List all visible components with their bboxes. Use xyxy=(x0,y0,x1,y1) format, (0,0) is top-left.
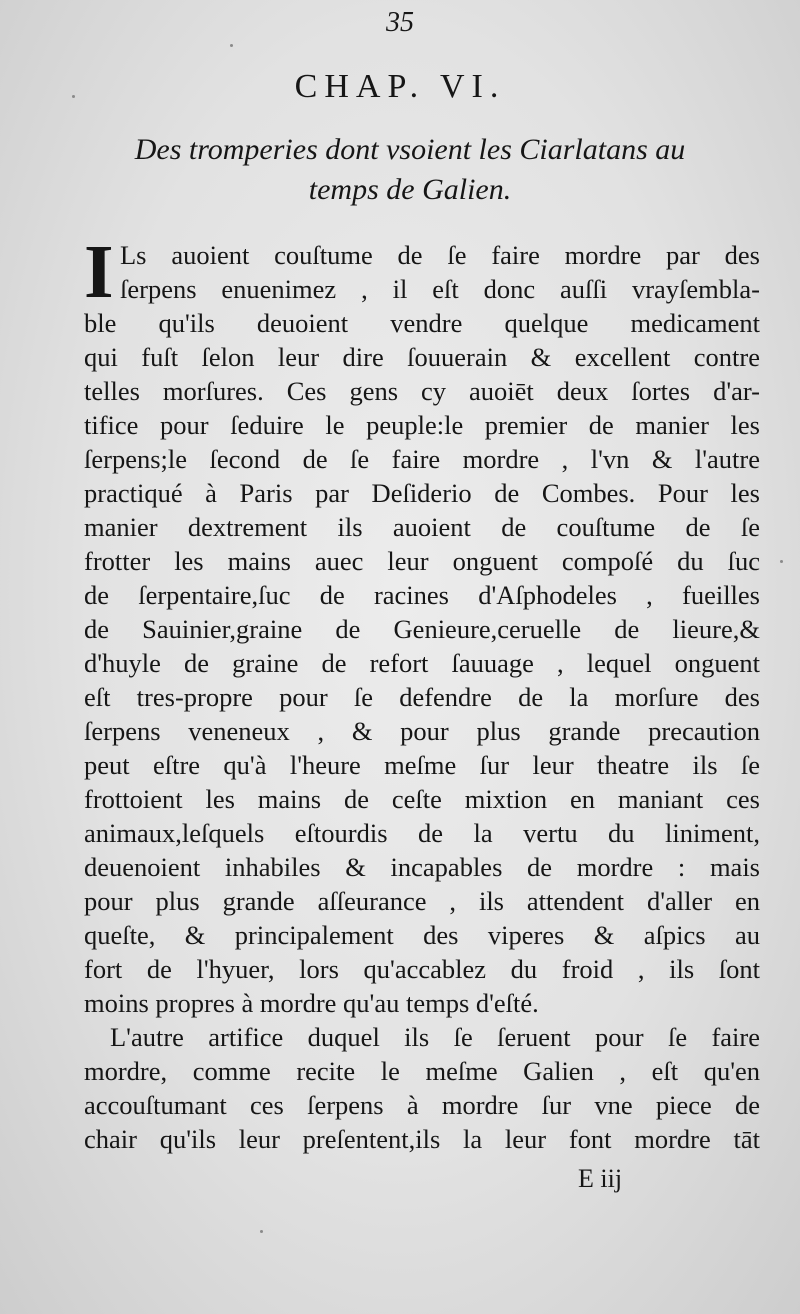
subtitle-line: temps de Galien. xyxy=(308,173,512,206)
text-line: de ſerpentaire,ſuc de racines d'Aſphodeles , fueilles xyxy=(84,580,760,610)
text-line: frotter les mains auec leur onguent compoſé du ſuc xyxy=(84,546,760,576)
text-line: queſte, & principalement des viperes & aſpics au xyxy=(84,920,760,950)
text-line: chair qu'ils leur preſentent,ils la leur font mordre tāt xyxy=(84,1124,760,1154)
text-line: frottoient les mains de ceſte mixtion en maniant ces xyxy=(84,784,760,814)
text-line: pour plus grande aſſeurance , ils attendent d'aller en xyxy=(84,886,760,916)
text-line: L'autre artifice duquel ils ſe ſeruent pour ſe faire xyxy=(110,1022,760,1052)
ink-speck xyxy=(780,560,783,563)
text-line: peut eſtre qu'à l'heure meſme ſur leur theatre ils ſe xyxy=(84,750,760,780)
drop-cap-letter: I xyxy=(84,230,114,314)
text-line: ſerpens;le ſecond de ſe faire mordre , l'vn & l'autre xyxy=(84,444,760,474)
text-line: d'huyle de graine de refort ſauuage , lequel onguent xyxy=(84,648,760,678)
ink-speck xyxy=(260,1230,263,1233)
text-line: fort de l'hyuer, lors qu'accablez du froid , ils ſont xyxy=(84,954,760,984)
text-line: de Sauinier,graine de Genieure,ceruelle de lieure,& xyxy=(84,614,760,644)
text-line: animaux,leſquels eſtourdis de la vertu du liniment, xyxy=(84,818,760,848)
text-line: manier dextrement ils auoient de couſtume de ſe xyxy=(84,512,760,542)
text-line: accouſtumant ces ſerpens à mordre ſur vne piece de xyxy=(84,1090,760,1120)
text-line: ſerpens veneneux , & pour plus grande precaution xyxy=(84,716,760,746)
signature-mark: E iij xyxy=(578,1164,623,1193)
text-line: ſerpens enuenimez , il eſt donc auſſi vrayſembla- xyxy=(120,274,760,304)
text-line: mordre, comme recite le meſme Galien , eſt qu'en xyxy=(84,1056,760,1086)
text-line: practiqué à Paris par Deſiderio de Combes. Pour les xyxy=(84,478,760,508)
text-line: Ls auoient couſtume de ſe faire mordre par des xyxy=(120,240,760,270)
ink-speck xyxy=(230,44,233,47)
subtitle-line: Des tromperies dont vsoient les Ciarlatans au xyxy=(134,133,686,166)
text-line: deuenoient inhabiles & incapables de mordre : mais xyxy=(84,852,760,882)
body-text xyxy=(84,230,760,1156)
ink-speck xyxy=(72,95,75,98)
page-number: 35 xyxy=(386,7,414,38)
text-line: eſt tres-propre pour ſe defendre de la morſure des xyxy=(84,682,760,712)
text-line: qui fuſt ſelon leur dire ſouuerain & excellent contre xyxy=(84,342,760,372)
text-line: ble qu'ils deuoient vendre quelque medicament xyxy=(84,308,760,338)
text-line: tifice pour ſeduire le peuple:le premier de manier les xyxy=(84,410,760,440)
text-line: moins propres à mordre qu'au temps d'eſté. xyxy=(84,988,539,1018)
chapter-title: CHAP. VI. xyxy=(294,68,506,105)
chapter-subtitle xyxy=(100,130,720,210)
text-line: telles morſures. Ces gens cy auoiēt deux ſortes d'ar- xyxy=(84,376,760,406)
